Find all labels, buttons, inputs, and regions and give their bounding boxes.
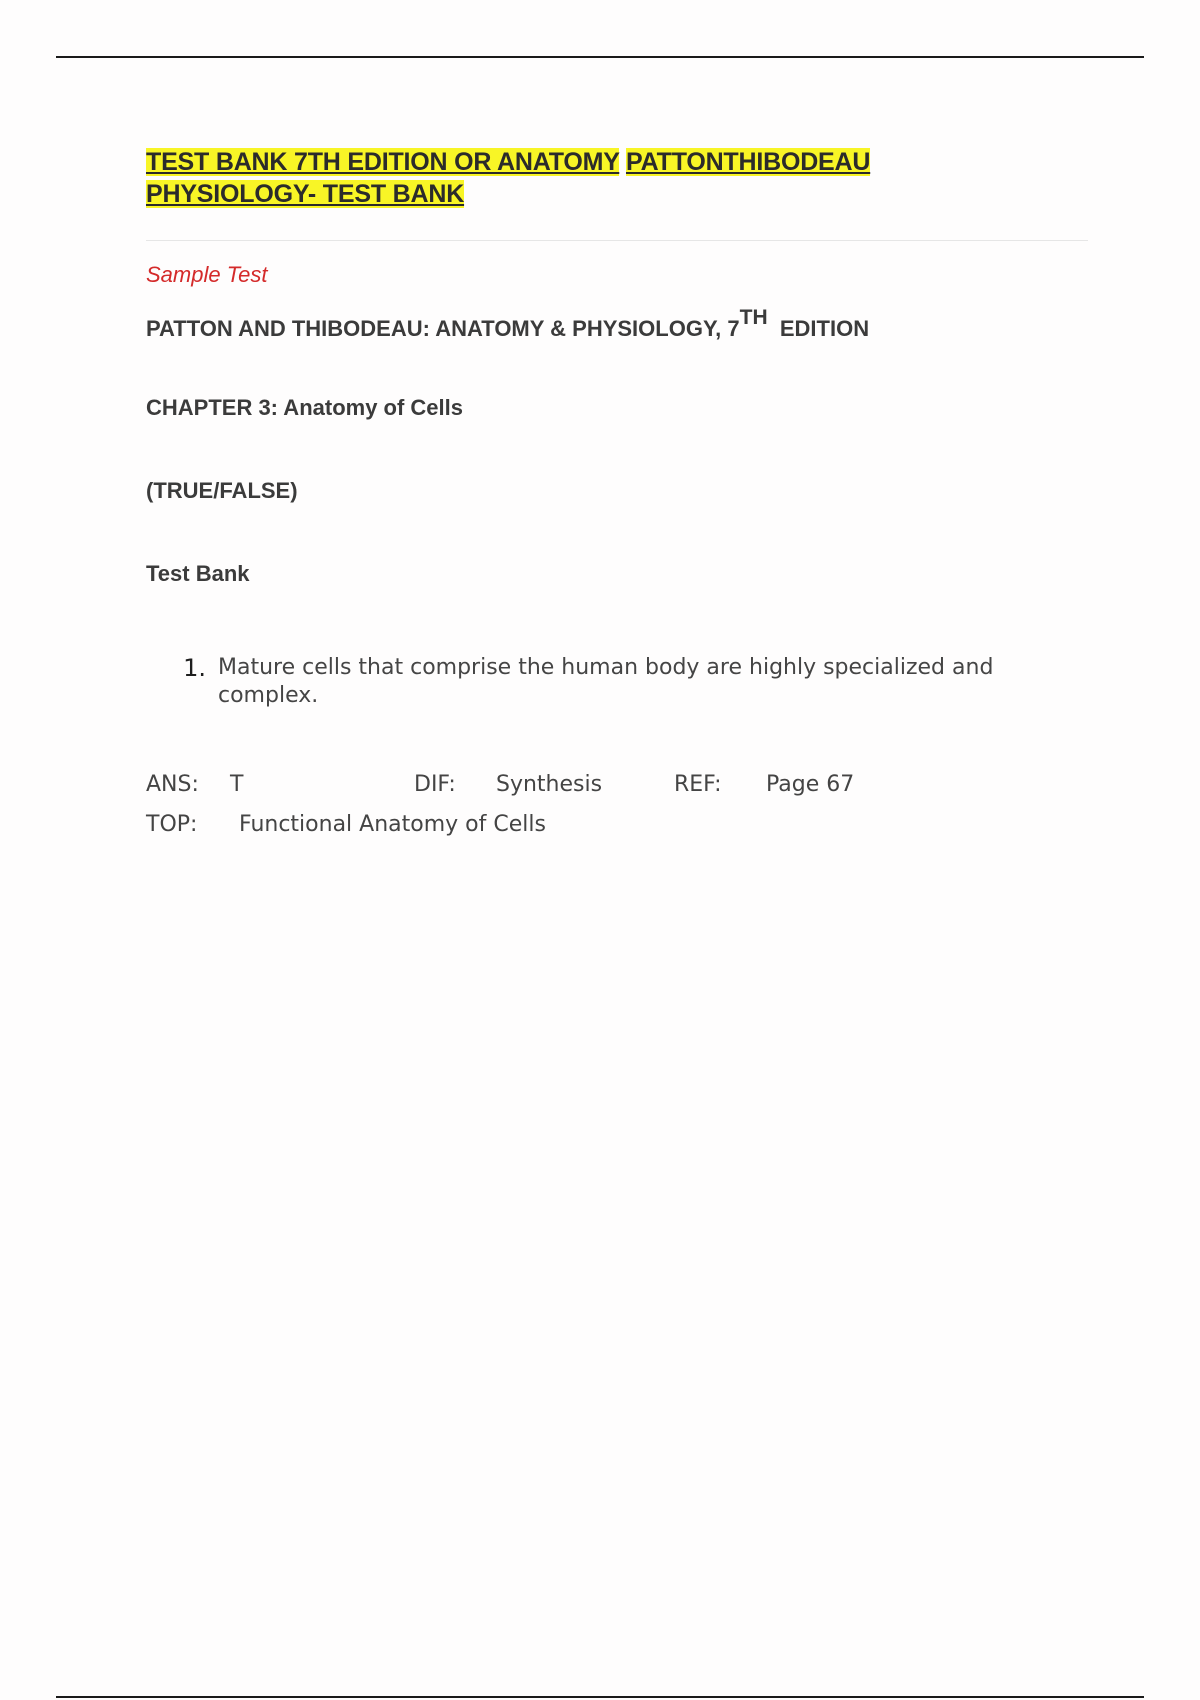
question-type-heading: (TRUE/FALSE) <box>146 478 298 503</box>
book-title-main: PATTON AND THIBODEAU: ANATOMY & PHYSIOLOGY, 7 <box>146 316 740 341</box>
dif-label: DIF: <box>414 772 456 797</box>
question-text: Mature cells that comprise the human body are highly specialized and complex. <box>218 655 994 708</box>
dif-value: Synthesis <box>496 772 603 797</box>
answer-row <box>146 765 1086 805</box>
book-title-edition: EDITION <box>779 316 870 341</box>
title-part-1: TEST BANK 7TH EDITION OR ANATOMY <box>146 148 620 176</box>
answer-metadata <box>146 765 1086 845</box>
document-body <box>146 146 1086 845</box>
document-title <box>146 146 1086 210</box>
topic-row <box>146 805 1086 845</box>
title-separator <box>146 240 1088 241</box>
top-rule <box>56 56 1144 58</box>
section-label: Test Bank <box>146 561 250 586</box>
book-title <box>146 305 1086 344</box>
book-title-superscript: TH <box>739 305 768 329</box>
ref-label: REF: <box>674 772 722 797</box>
question-number: 1. <box>183 654 206 682</box>
ref-value: Page 67 <box>766 772 855 797</box>
title-part-2: PATTONTHIBODEAU <box>626 148 871 176</box>
chapter-heading: CHAPTER 3: Anatomy of Cells <box>146 395 464 420</box>
question-item <box>146 654 1086 710</box>
ans-value: T <box>230 772 244 797</box>
ans-label: ANS: <box>146 772 199 797</box>
top-value: Functional Anatomy of Cells <box>239 812 546 837</box>
sample-test-label: Sample Test <box>146 262 268 287</box>
title-part-3: PHYSIOLOGY- TEST BANK <box>146 180 465 208</box>
bottom-rule <box>56 1696 1144 1698</box>
top-label: TOP: <box>146 812 198 837</box>
